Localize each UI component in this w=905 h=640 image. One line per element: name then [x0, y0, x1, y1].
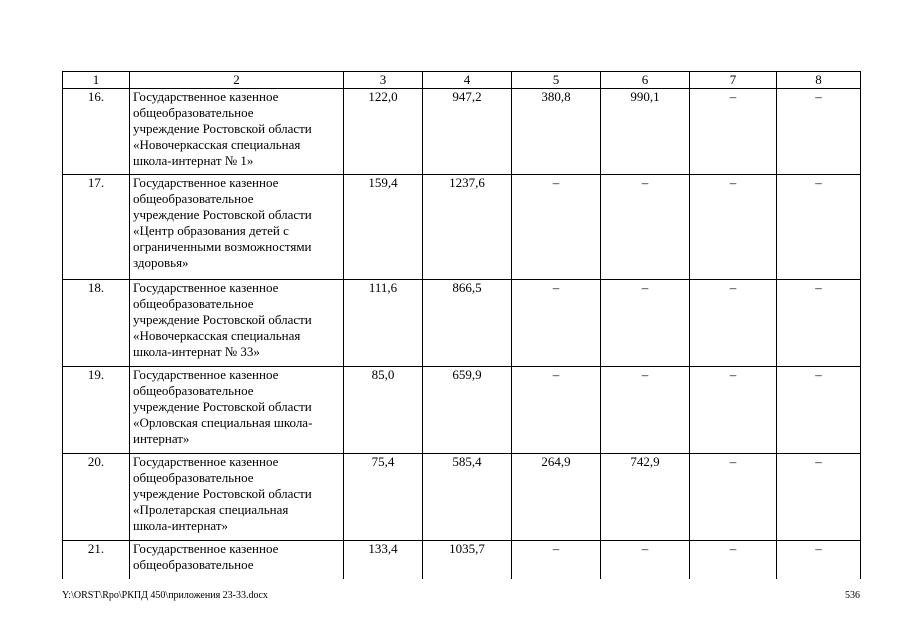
row-number-cell: 21.	[63, 541, 130, 579]
table-header-row	[63, 72, 861, 89]
row-number-cell: 19.	[63, 367, 130, 454]
value-cell-c8: –	[777, 89, 861, 175]
institution-name-line: интернат»	[133, 431, 190, 446]
institution-name-line: учреждение Ростовской области	[133, 399, 312, 414]
value-cell-c4: 947,2	[423, 89, 512, 175]
value-cell-c6: –	[601, 541, 690, 579]
institution-name-cell	[130, 454, 344, 541]
institution-name-line: школа-интернат»	[133, 518, 229, 533]
value-cell-c3: 111,6	[344, 280, 423, 367]
value-cell-c8: –	[777, 175, 861, 280]
value-cell-c3: 133,4	[344, 541, 423, 579]
value-cell-c5: –	[512, 175, 601, 280]
value-cell-c5: 264,9	[512, 454, 601, 541]
table-row	[63, 541, 861, 579]
institution-name-cell	[130, 89, 344, 175]
value-cell-c3: 159,4	[344, 175, 423, 280]
value-cell-c3: 122,0	[344, 89, 423, 175]
value-cell-c4: 585,4	[423, 454, 512, 541]
table-row	[63, 280, 861, 367]
value-cell-c8: –	[777, 367, 861, 454]
institution-name-line: учреждение Ростовской области	[133, 207, 312, 222]
header-cell: 4	[423, 72, 512, 89]
institution-name-line: Государственное казенное	[133, 541, 279, 556]
institution-name-line: общеобразовательное	[133, 383, 254, 398]
table-row	[63, 454, 861, 541]
value-cell-c7: –	[690, 89, 777, 175]
data-table	[62, 71, 861, 579]
value-cell-c8: –	[777, 541, 861, 579]
value-cell-c6: 990,1	[601, 89, 690, 175]
row-number-cell: 18.	[63, 280, 130, 367]
value-cell-c5: –	[512, 541, 601, 579]
institution-name-line: Государственное казенное	[133, 175, 279, 190]
value-cell-c6: –	[601, 175, 690, 280]
value-cell-c4: 659,9	[423, 367, 512, 454]
institution-name-line: Государственное казенное	[133, 280, 279, 295]
row-number-cell: 17.	[63, 175, 130, 280]
value-cell-c6: 742,9	[601, 454, 690, 541]
institution-name-cell	[130, 280, 344, 367]
institution-name-cell	[130, 367, 344, 454]
institution-name-cell	[130, 175, 344, 280]
row-number-cell: 16.	[63, 89, 130, 175]
header-cell: 5	[512, 72, 601, 89]
institution-name-line: учреждение Ростовской области	[133, 312, 312, 327]
header-cell: 7	[690, 72, 777, 89]
institution-name-line: здоровья»	[133, 255, 189, 270]
header-cell: 3	[344, 72, 423, 89]
institution-name-line: «Пролетарская специальная	[133, 502, 289, 517]
value-cell-c4: 1237,6	[423, 175, 512, 280]
value-cell-c3: 75,4	[344, 454, 423, 541]
institution-name-line: общеобразовательное	[133, 557, 254, 572]
value-cell-c6: –	[601, 367, 690, 454]
institution-name-line: Государственное казенное	[133, 367, 279, 382]
footer-page-number: 536	[845, 590, 860, 601]
value-cell-c4: 866,5	[423, 280, 512, 367]
value-cell-c7: –	[690, 541, 777, 579]
value-cell-c3: 85,0	[344, 367, 423, 454]
institution-name-line: учреждение Ростовской области	[133, 121, 312, 136]
institution-name-line: общеобразовательное	[133, 105, 254, 120]
header-cell: 1	[63, 72, 130, 89]
table-row	[63, 89, 861, 175]
institution-name-line: школа-интернат № 33»	[133, 344, 260, 359]
value-cell-c7: –	[690, 175, 777, 280]
footer-file-path: Y:\ORST\Rpo\РКПД 450\приложения 23-33.docx	[62, 590, 268, 601]
value-cell-c4: 1035,7	[423, 541, 512, 579]
institution-name-line: «Новочеркасская специальная	[133, 328, 301, 343]
value-cell-c7: –	[690, 454, 777, 541]
header-cell: 6	[601, 72, 690, 89]
institution-name-cell	[130, 541, 344, 579]
table-row	[63, 367, 861, 454]
value-cell-c8: –	[777, 454, 861, 541]
row-number-cell: 20.	[63, 454, 130, 541]
value-cell-c7: –	[690, 367, 777, 454]
institution-name-line: школа-интернат № 1»	[133, 153, 254, 168]
value-cell-c7: –	[690, 280, 777, 367]
institution-name-line: «Орловская специальная школа-	[133, 415, 313, 430]
institution-name-line: Государственное казенное	[133, 89, 279, 104]
value-cell-c5: –	[512, 367, 601, 454]
institution-name-line: общеобразовательное	[133, 296, 254, 311]
value-cell-c5: 380,8	[512, 89, 601, 175]
institution-name-line: ограниченными возможностями	[133, 239, 312, 254]
value-cell-c6: –	[601, 280, 690, 367]
institution-name-line: учреждение Ростовской области	[133, 486, 312, 501]
institution-name-line: «Центр образования детей с	[133, 223, 289, 238]
institution-name-line: «Новочеркасская специальная	[133, 137, 301, 152]
institution-name-line: общеобразовательное	[133, 191, 254, 206]
institution-name-line: Государственное казенное	[133, 454, 279, 469]
value-cell-c5: –	[512, 280, 601, 367]
table-row	[63, 175, 861, 280]
institution-name-line: общеобразовательное	[133, 470, 254, 485]
header-cell: 8	[777, 72, 861, 89]
value-cell-c8: –	[777, 280, 861, 367]
header-cell: 2	[130, 72, 344, 89]
